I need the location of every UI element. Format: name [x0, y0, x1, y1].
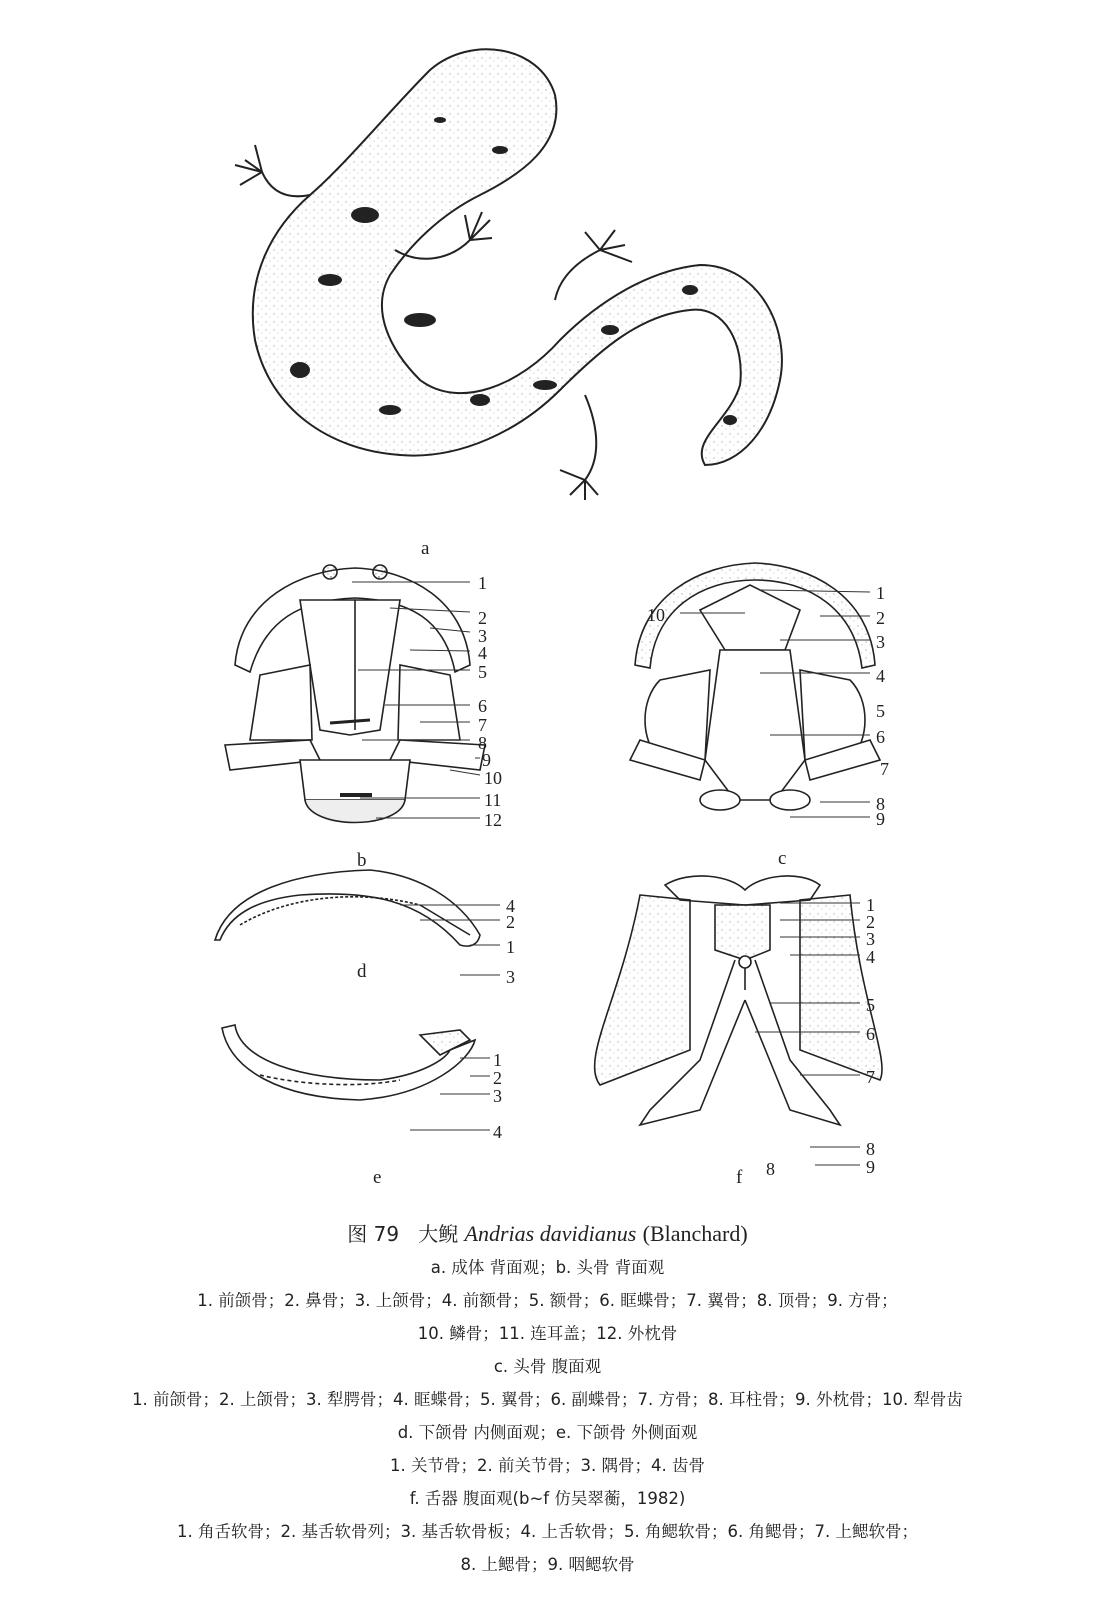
c-callout-2: 2 [876, 608, 885, 628]
caption-line: d. 下颌骨 内侧面观；e. 下颌骨 外侧面观 [397, 1423, 698, 1442]
f-callout-7: 7 [866, 1067, 875, 1087]
f-callout-4: 4 [866, 947, 875, 967]
f-callout-2: 2 [866, 912, 875, 932]
e-callout-1: 1 [493, 1050, 502, 1070]
panel-f-label: f [736, 1167, 743, 1188]
c-callout-6: 6 [876, 727, 885, 747]
caption-line: 8. 上鳃骨；9. 咽鳃软骨 [460, 1555, 635, 1574]
b-callout-3: 3 [478, 626, 487, 646]
panel-d-label: d [357, 961, 367, 982]
caption-line: f. 舌器 腹面观(b~f 仿吴翠蘅，1982) [409, 1489, 686, 1508]
c-callout-4: 4 [876, 666, 885, 686]
b-callout-9: 9 [482, 750, 491, 770]
panel-e-mandible-lateral-drawing [222, 1025, 475, 1100]
e-callout-2: 2 [493, 1068, 502, 1088]
b-callout-5: 5 [478, 662, 487, 682]
f-callout-3: 3 [866, 929, 875, 949]
c-callout-8: 8 [876, 794, 885, 814]
c-callout-7: 7 [880, 759, 889, 779]
d-callout-3: 3 [506, 967, 515, 987]
panel-c-label: c [778, 848, 787, 869]
b-callout-10: 10 [484, 768, 502, 788]
c-callout-9: 9 [876, 809, 885, 829]
panel-f-hyoid-drawing [595, 876, 882, 1125]
b-callout-4: 4 [478, 643, 487, 663]
d-callout-2: 2 [506, 912, 515, 932]
caption-line: c. 头骨 腹面观 [493, 1357, 602, 1376]
d-callout-1: 1 [506, 937, 515, 957]
f-callout-8-bottom: 8 [766, 1159, 775, 1179]
caption-line: 1. 前颌骨；2. 上颌骨；3. 犁腭骨；4. 眶蝶骨；5. 翼骨；6. 副蝶骨；7. 方骨；8. 耳柱骨；9. 外枕骨；10. 犁骨齿 [132, 1390, 963, 1409]
f-callout-5: 5 [866, 995, 875, 1015]
panel-c-skull-ventral-drawing [630, 563, 880, 810]
b-callout-6: 6 [478, 696, 487, 716]
panel-b-label: b [357, 850, 367, 871]
panel-d-mandible-medial-drawing [215, 870, 480, 946]
b-callout-2: 2 [478, 608, 487, 628]
f-callout-6: 6 [866, 1024, 875, 1044]
species-author: (Blanchard) [642, 1221, 748, 1246]
b-callout-7: 7 [478, 715, 487, 735]
species-name: Andrias davidianus [464, 1221, 637, 1246]
b-callout-8: 8 [478, 733, 487, 753]
f-callout-8: 8 [866, 1139, 875, 1159]
b-callout-11: 11 [484, 790, 502, 810]
caption-line: a. 成体 背面观；b. 头骨 背面观 [430, 1258, 665, 1277]
c-callout-5: 5 [876, 701, 885, 721]
panel-a-label: a [421, 538, 430, 559]
d-callout-4: 4 [506, 896, 515, 916]
caption-line: 1. 关节骨；2. 前关节骨；3. 隅骨；4. 齿骨 [390, 1456, 705, 1475]
figure-number: 图 79 [347, 1222, 400, 1246]
b-callout-1: 1 [478, 573, 487, 593]
caption-line: 10. 鳞骨；11. 连耳盖；12. 外枕骨 [417, 1324, 678, 1343]
c-callout-10: 10 [647, 605, 665, 625]
f-callout-1: 1 [866, 895, 875, 915]
caption-line: 1. 前颌骨；2. 鼻骨；3. 上颌骨；4. 前额骨；5. 额骨；6. 眶蝶骨；7. 翼骨；8. 顶骨；9. 方骨； [197, 1291, 898, 1310]
c-callout-1: 1 [876, 583, 885, 603]
common-name: 大鲵 [418, 1222, 459, 1246]
panel-e-label: e [373, 1167, 382, 1188]
caption-line: 1. 角舌软骨；2. 基舌软骨列；3. 基舌软骨板；4. 上舌软骨；5. 角鳃软骨；6. 角鳃骨；7. 上鳃软骨； [177, 1522, 918, 1541]
panel-a-salamander-drawing [235, 49, 782, 500]
figure-title [0, 1221, 1095, 1247]
e-callout-4: 4 [493, 1122, 502, 1142]
e-callout-3: 3 [493, 1086, 502, 1106]
c-callout-3: 3 [876, 632, 885, 652]
b-callout-12: 12 [484, 810, 502, 830]
panel-b-skull-dorsal-drawing [225, 565, 485, 823]
f-callout-9: 9 [866, 1157, 875, 1177]
